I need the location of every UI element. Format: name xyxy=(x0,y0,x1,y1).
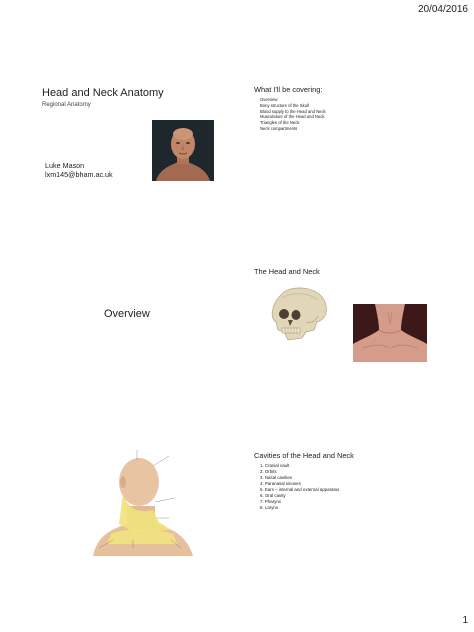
skull-image xyxy=(262,286,332,344)
list-item: 2. Orbits xyxy=(260,469,277,474)
neck-photo-image xyxy=(353,304,427,362)
author-name: Luke Mason xyxy=(45,161,85,170)
page-number: 1 xyxy=(462,615,468,626)
slide-overview xyxy=(18,252,233,410)
slide-cavities xyxy=(240,436,455,594)
list-item: Blood supply to the Head and Neck xyxy=(260,108,326,114)
slide-head-and-neck xyxy=(240,252,455,410)
list-item: 8. Larynx xyxy=(260,505,279,510)
head-neck-diagram-image xyxy=(93,448,193,556)
list-item: 3. Nasal cavities xyxy=(260,475,292,480)
covering-heading: What I'll be covering: xyxy=(254,85,323,94)
list-item: Triangles of the Neck xyxy=(260,120,300,126)
head-render-image xyxy=(152,120,214,181)
handout-date: 20/04/2016 xyxy=(417,4,468,15)
slide-title-heading: Head and Neck Anatomy xyxy=(42,87,164,99)
list-item: 6. Oral cavity xyxy=(260,493,286,498)
author-info xyxy=(45,161,113,179)
head-neck-heading: The Head and Neck xyxy=(254,267,320,276)
slide-anatomy-diagram xyxy=(18,436,233,594)
list-item: Neck compartments xyxy=(260,125,298,131)
list-item: 4. Paranasal sinuses xyxy=(260,481,301,486)
list-item: Musculature of the Head and Neck xyxy=(260,114,325,120)
list-item: Overview xyxy=(260,97,278,102)
author-email: lxm145@bham.ac.uk xyxy=(45,170,113,179)
cavities-heading: Cavities of the Head and Neck xyxy=(254,451,354,460)
list-item: 1. Cranial vault xyxy=(260,463,290,468)
overview-title: Overview xyxy=(104,308,150,320)
cavities-list xyxy=(260,463,339,511)
list-item: Bony structure of the Skull xyxy=(260,102,309,108)
slide-subtitle: Regional Anatomy xyxy=(42,102,91,108)
slide-title xyxy=(18,67,233,225)
slide-covering xyxy=(240,67,455,225)
covering-list xyxy=(260,97,326,132)
list-item: 5. Ears – internal and external apparatus xyxy=(260,487,340,492)
list-item: 7. Pharynx xyxy=(260,499,281,504)
